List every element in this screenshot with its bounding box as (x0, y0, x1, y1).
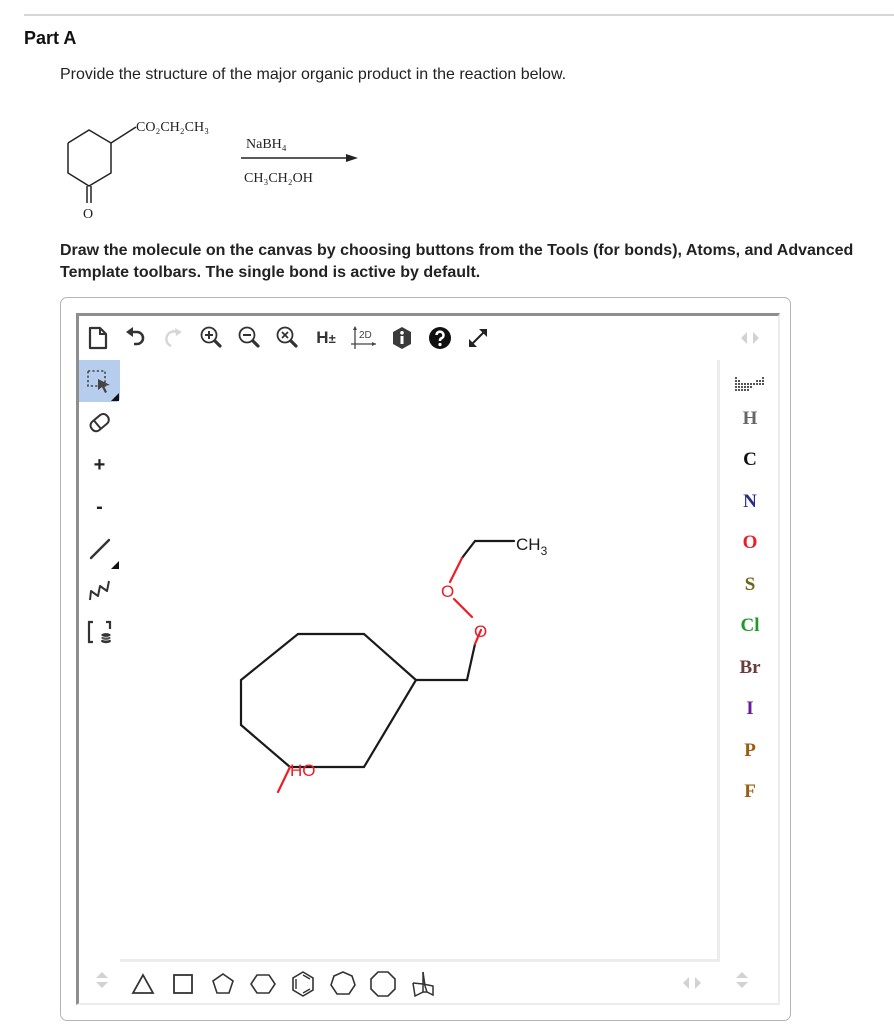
zoom-out-icon (237, 325, 263, 351)
template-cyclopentane[interactable] (203, 966, 243, 1002)
scroll-left-icon[interactable] (683, 977, 689, 989)
template-benzene[interactable] (283, 966, 323, 1002)
octagon-icon (369, 970, 397, 998)
chain-tool-button[interactable] (79, 570, 120, 612)
template-cyclobutane[interactable] (163, 966, 203, 1002)
file-icon (87, 326, 109, 350)
eraser-icon (87, 411, 113, 435)
scroll-right-icon[interactable] (695, 977, 701, 989)
atom-scroll-updown[interactable] (735, 972, 749, 996)
ch3-label[interactable]: $CH_3$ (516, 535, 548, 558)
benzene-icon (290, 970, 316, 998)
atom-button-c[interactable]: C (743, 449, 757, 471)
tool-submenu-indicator (111, 561, 119, 569)
atom-button-br[interactable]: Br (739, 656, 761, 678)
hydroxyl-label[interactable]: HO (290, 761, 316, 780)
atom-button-n[interactable]: N (743, 490, 757, 512)
single-bond-button[interactable] (79, 528, 120, 570)
pentagon-icon (210, 971, 236, 997)
template-cyclopropane[interactable] (123, 966, 163, 1002)
undo-button[interactable] (117, 320, 155, 356)
ketone-ring (68, 130, 111, 186)
part-title: Part A (24, 28, 77, 48)
new-document-button[interactable] (79, 320, 117, 356)
template-scroll-leftright (683, 977, 701, 989)
scroll-down-icon[interactable] (736, 982, 748, 988)
redo-button[interactable] (155, 320, 193, 356)
molecule-drawing (120, 360, 720, 962)
product-bonds (241, 541, 514, 767)
template-cycloheptane[interactable] (323, 966, 363, 1002)
question-prompt: Provide the structure of the major organic product in the reaction below. (60, 66, 567, 83)
zoom-in-button[interactable] (193, 320, 231, 356)
fullscreen-button[interactable] (459, 320, 497, 356)
drawing-canvas[interactable] (120, 360, 720, 962)
tool-submenu-indicator (111, 393, 119, 401)
tools-toolbar (79, 360, 120, 962)
ester-label: CO₂CH₂CH₃ (136, 120, 209, 135)
atoms-toolbar (722, 316, 778, 962)
atom-button-i[interactable]: I (746, 698, 754, 720)
reagent-ethanol: CH₃CH₂OH (244, 171, 313, 186)
periodic-table-icon (734, 376, 766, 392)
atom-button-f[interactable]: F (744, 781, 756, 803)
reaction-scheme (56, 110, 366, 225)
template-cyclooctane[interactable] (363, 966, 403, 1002)
scroll-up-icon[interactable] (736, 972, 748, 978)
increase-charge-button[interactable] (79, 444, 120, 486)
drawing-instructions: Draw the molecule on the canvas by choosing buttons from the Tools (for bonds), Atoms, and Advanced Template toolbars. The single bond is active by default. (60, 242, 854, 281)
bracket-icon (86, 619, 114, 647)
carbonyl-oxygen-label: O (83, 207, 94, 222)
atom-button-h[interactable]: H (742, 407, 758, 429)
zoom-reset-icon (275, 325, 301, 351)
single-bond-icon (87, 536, 113, 562)
minus-icon: - (96, 495, 103, 518)
bicyclo-icon (410, 970, 436, 998)
reaction-image (56, 110, 366, 225)
h-plusminus: ± (328, 330, 336, 346)
eraser-tool-button[interactable] (79, 402, 120, 444)
info-icon (390, 326, 414, 350)
reagent-nabh4: NaBH₄ (246, 137, 287, 152)
oxygen-atom-1[interactable]: O (441, 582, 455, 601)
template-toolbar (79, 964, 778, 1004)
svg-text:2D: 2D (359, 330, 372, 341)
help-button[interactable] (421, 320, 459, 356)
square-icon (171, 972, 195, 996)
template-cyclohexane[interactable] (243, 966, 283, 1002)
select-lasso-icon (86, 368, 114, 394)
template-bicyclic[interactable] (403, 966, 443, 1002)
scroll-right-icon[interactable] (753, 332, 759, 344)
expand-icon (466, 326, 490, 350)
info-button[interactable] (383, 320, 421, 356)
zoom-in-icon (199, 325, 225, 351)
redo-icon (162, 326, 186, 350)
zoom-out-button[interactable] (231, 320, 269, 356)
reset-zoom-button[interactable] (269, 320, 307, 356)
help-icon (428, 326, 452, 350)
plus-icon: + (93, 453, 106, 476)
select-tool-button[interactable] (79, 360, 120, 402)
toggle-hydrogens-button[interactable] (307, 320, 345, 356)
scroll-up-icon[interactable] (96, 972, 108, 978)
sgroup-bracket-button[interactable] (79, 612, 120, 654)
atoms-toolbar-scroll (722, 316, 778, 360)
h-label: H (316, 328, 329, 347)
periodic-table-button[interactable] (722, 368, 778, 400)
hexagon-icon (249, 972, 277, 996)
template-list (123, 966, 443, 1002)
oxygen-atom-2[interactable]: O (474, 622, 488, 641)
scroll-left-icon[interactable] (741, 332, 747, 344)
clean-2d-button[interactable] (345, 320, 383, 356)
decrease-charge-button[interactable] (79, 486, 120, 528)
heptagon-icon (329, 970, 357, 998)
chain-icon (87, 578, 113, 604)
atom-list (722, 398, 778, 813)
atom-button-p[interactable]: P (744, 739, 756, 761)
reaction-arrow-head (346, 154, 358, 162)
clean-2d-icon (350, 325, 378, 351)
atom-button-o[interactable]: O (742, 532, 758, 554)
undo-icon (124, 326, 148, 350)
template-scroll-updown[interactable] (95, 972, 109, 996)
top-divider (24, 14, 894, 16)
atom-button-cl[interactable]: Cl (740, 615, 760, 637)
atom-button-s[interactable]: S (744, 573, 756, 595)
top-toolbar (79, 316, 719, 360)
scroll-down-icon[interactable] (96, 982, 108, 988)
triangle-icon (130, 972, 156, 996)
